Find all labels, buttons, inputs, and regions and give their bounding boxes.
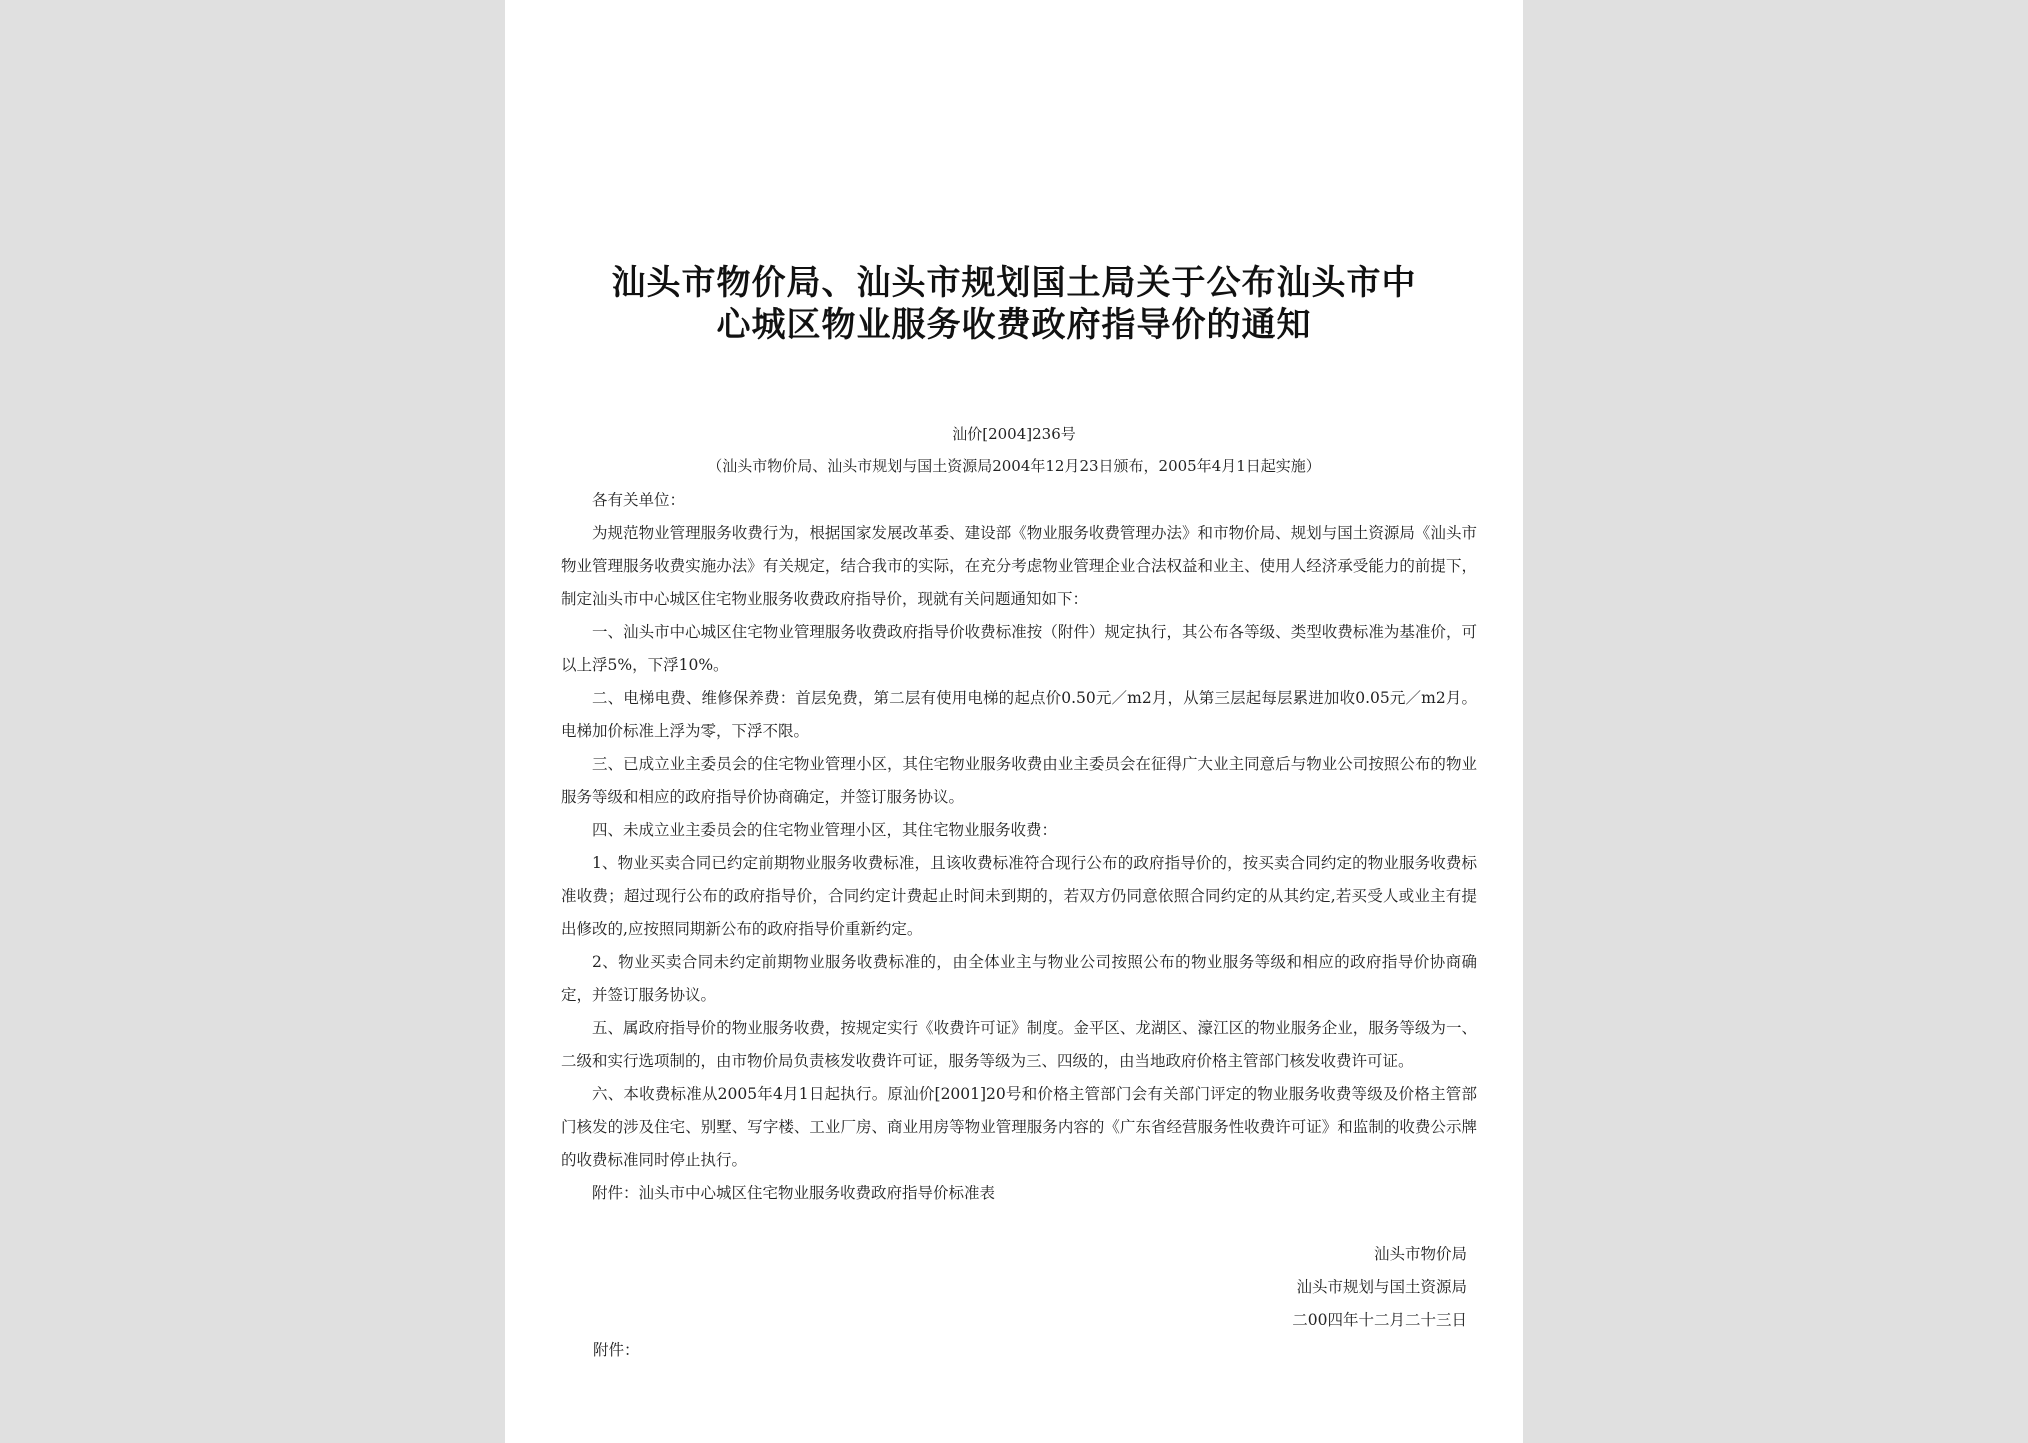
paragraph-item-5: 五、属政府指导价的物业服务收费，按规定实行《收费许可证》制度。金平区、龙湖区、濠江区的物业服务企业，服务等级为一、二级和实行选项制的，由市物价局负责核发收费许可证，服务等级为三、四级的，由当地政府价格主管部门核发收费许可证。 (561, 1019, 1477, 1070)
attachment-label: 附件： (593, 1341, 640, 1359)
document-title: 汕头市物价局、汕头市规划国土局关于公布汕头市中心城区物业服务收费政府指导价的通知 (611, 263, 1417, 345)
paragraph-item-4-1: 1、物业买卖合同已约定前期物业服务收费标准，且该收费标准符合现行公布的政府指导价的，按买卖合同约定的物业服务收费标准收费；超过现行公布的政府指导价，合同约定计费起止时间未到期的，若双方仍同意依照合同约定的从其约定,若买受人或业主有提出修改的,应按照同期新公布的政府指导价重新约定。 (561, 854, 1477, 938)
paragraph-item-2: 二、电梯电费、维修保养费：首层免费，第二层有使用电梯的起点价0.50元／m2月，从第三层起每层累进加收0.05元／m2月。电梯加价标准上浮为零，下浮不限。 (561, 689, 1477, 740)
document-page (505, 0, 1523, 1443)
signature-block (505, 1238, 1467, 1337)
paragraph-item-4-2: 2、物业买卖合同未约定前期物业服务收费标准的，由全体业主与物业公司按照公布的物业服务等级和相应的政府指导价协商确定，并签订服务协议。 (561, 953, 1477, 1004)
paragraph-item-3: 三、已成立业主委员会的住宅物业管理小区，其住宅物业服务收费由业主委员会在征得广大业主同意后与物业公司按照公布的物业服务等级和相应的政府指导价协商确定，并签订服务协议。 (561, 755, 1477, 806)
signatory-price-bureau: 汕头市物价局 (1373, 1245, 1467, 1263)
document-body (561, 484, 1477, 1210)
paragraph-item-6: 六、本收费标准从2005年4月1日起执行。原汕价[2001]20号和价格主管部门会有关部门评定的物业服务收费等级及价格主管部门核发的涉及住宅、别墅、写字楼、工业厂房、商业用房等物业管理服务内容的《广东省经营服务性收费许可证》和监制的收费公示牌的收费标准同时停止执行。 (561, 1085, 1477, 1169)
salutation: 各有关单位： (592, 491, 686, 509)
issued-note: （汕头市物价局、汕头市规划与国土资源局2004年12月23日颁布，2005年4月1日起实施） (707, 457, 1321, 475)
signatory-planning-bureau: 汕头市规划与国土资源局 (1296, 1278, 1467, 1296)
document-number: 汕价[2004]236号 (952, 425, 1076, 443)
paragraph-attachment: 附件：汕头市中心城区住宅物业服务收费政府指导价标准表 (592, 1184, 996, 1202)
paragraph-intro: 为规范物业管理服务收费行为，根据国家发展改革委、建设部《物业服务收费管理办法》和市物价局、规划与国土资源局《汕头市物业管理服务收费实施办法》有关规定，结合我市的实际，在充分考虑物业管理企业合法权益和业主、使用人经济承受能力的前提下，制定汕头市中心城区住宅物业服务收费政府指导价，现就有关问题通知如下： (561, 524, 1477, 608)
paragraph-item-1: 一、汕头市中心城区住宅物业管理服务收费政府指导价收费标准按（附件）规定执行，其公布各等级、类型收费标准为基准价，可以上浮5%，下浮10%。 (561, 623, 1477, 674)
signature-date: 二00四年十二月二十三日 (1292, 1311, 1467, 1329)
paragraph-item-4: 四、未成立业主委员会的住宅物业管理小区，其住宅物业服务收费： (592, 821, 1058, 839)
